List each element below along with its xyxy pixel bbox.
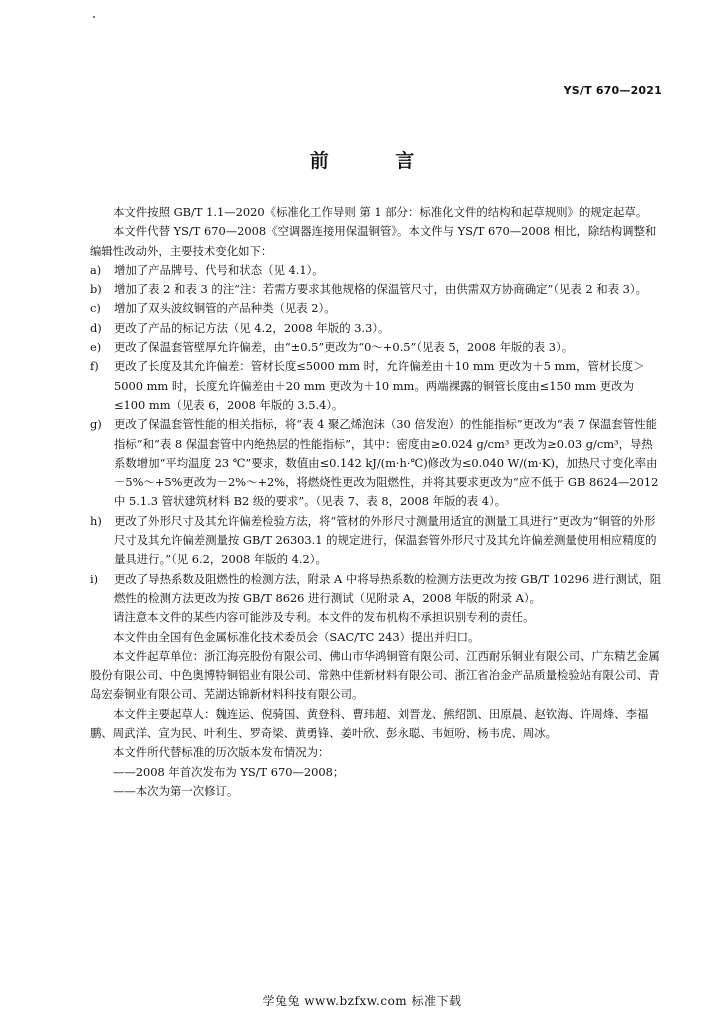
item-text: 增加了表 2 和表 3 的注“注：若需方要求其他规格的保温管尺寸，由供需双方协商确定”（见表 2 和表 3）。: [114, 282, 647, 297]
patent-notice: 请注意本文件的某些内容可能涉及专利。本文件的发布机构不承担识别专利的责任。: [113, 610, 535, 625]
item-mark: f): [90, 359, 99, 374]
change-item: [90, 357, 664, 415]
item-text: 更改了外形尺寸及其允许偏差检验方法，将“管材的外形尺寸测量用适宜的测量工具进行”更改为“铜管的外形尺寸及其允许偏差测量按 GB/T 26303.1 的规定进行，保温套管外形尺寸及其允许偏差测量使用相应精度的量具进行。”（见 6.2，2008 年版的 4.2）。: [114, 513, 657, 567]
change-item: [90, 512, 664, 570]
drafting-units: 本文件起草单位：浙江海亮股份有限公司、佛山市华鸿铜管有限公司、江西耐乐铜业有限公司、广东精艺金属股份有限公司、中色奥博特铜铝业有限公司、常熟中佳新材料有限公司、浙江省冶金产品质量检验站有限公司、青岛宏泰铜业有限公司、芜湖达锦新材料科技有限公司。: [90, 648, 660, 702]
item-mark: b): [90, 282, 102, 297]
item-mark: d): [90, 320, 102, 335]
item-mark: h): [90, 513, 102, 528]
footer-watermark: 学兔兔 www.bzfxw.com 标准下载: [262, 994, 462, 1008]
item-text: 更改了导热系数及阻燃性的检测方法，附录 A 中将导热系数的检测方法更改为按 GB/T 10296 进行测试，阻燃性的检测方法更改为按 GB/T 8626 进行测试（见附录 A，2008 年版的附录 A）。: [114, 571, 662, 605]
scan-dot: [93, 16, 95, 18]
item-mark: c): [90, 301, 101, 316]
change-item: [90, 319, 664, 338]
change-item: [90, 299, 664, 318]
item-text: 更改了产品的标记方法（见 4.2，2008 年版的 3.3）。: [114, 320, 390, 335]
history-item: ——2008 年首次发布为 YS/T 670—2008；: [113, 764, 345, 779]
standard-code: YS/T 670—2021: [563, 84, 662, 97]
change-item: [90, 570, 664, 609]
item-text: 增加了产品牌号、代号和状态（见 4.1）。: [114, 262, 324, 277]
item-text: 更改了保温套管壁厚允许偏差，由“±0.5”更改为“0～+0.5”（见表 5，2008 年版的表 3）。: [114, 340, 574, 355]
change-item: [90, 261, 664, 280]
item-text: 更改了长度及其允许偏差：管材长度≤5000 mm 时，允许偏差由＋10 mm 更改为＋5 mm，管材长度＞5000 mm 时，长度允许偏差由＋20 mm 更改为＋10 mm。两端裸露的铜管长度由≤150 mm 更改为≤100 mm（见表 6，2008 年版的 3.5.4）。: [114, 359, 645, 412]
history-intro: 本文件所代替标准的历次版本发布情况为：: [113, 745, 330, 760]
item-text: 增加了双头波纹铜管的产品种类（见表 2）。: [114, 301, 336, 316]
foreword-body: [90, 203, 664, 801]
item-mark: i): [90, 571, 99, 586]
drafters: 本文件主要起草人：魏连运、倪骑国、黄登科、曹玮超、刘晋龙、熊绍凯、田原晨、赵钦海、许周烽、李福鹏、周武洋、宣为民、叶利生、罗奇梁、黄勇锋、姜叶欣、彭永聪、韦姮吩、杨韦虎、周冰。: [90, 706, 649, 741]
change-item: [90, 338, 664, 357]
item-text: 更改了保温套管性能的相关指标，将“表 4 聚乙烯泡沫（30 倍发泡）的性能指标”更改为“表 7 保温套管性能指标”和“表 8 保温套管中内绝热层的性能指标”，其中：密度由≥0.024 g/cm³ 更改为≥0.03 g/cm³，导热系数增加“平均温度 23 ℃”要求，数值由≤0.142 kJ/(m·h·℃)修改为≤0.040 W/(m·K)，加热尺寸变化率由－5%～+5%更改为－2%～+2%，将燃烧性更改为阻燃性，并将其要求更改为“应不低于 GB 8624—2012 中 5.1.3 管状建筑材料 B2 级的要求”。（见表 7、表 8，2008 年版的表 4）。: [114, 417, 659, 509]
intro-paragraph: 本文件按照 GB/T 1.1—2020《标准化工作导则 第 1 部分：标准化文件的结构和起草规则》的规定起草。: [113, 205, 648, 219]
intro-paragraph: 本文件代替 YS/T 670—2008《空调器连接用保温铜管》。本文件与 YS/T 670—2008 相比，除结构调整和编辑性改动外，主要技术变化如下：: [90, 224, 657, 258]
item-mark: g): [90, 417, 102, 432]
item-mark: e): [90, 340, 102, 355]
change-item: [90, 280, 664, 299]
item-mark: a): [90, 262, 102, 277]
history-item: ——本次为第一次修订。: [113, 783, 239, 798]
change-item: [90, 415, 664, 511]
page-title: 前 言: [309, 150, 445, 172]
committee-paragraph: 本文件由全国有色金属标准化技术委员会（SAC/TC 243）提出并归口。: [113, 629, 480, 644]
